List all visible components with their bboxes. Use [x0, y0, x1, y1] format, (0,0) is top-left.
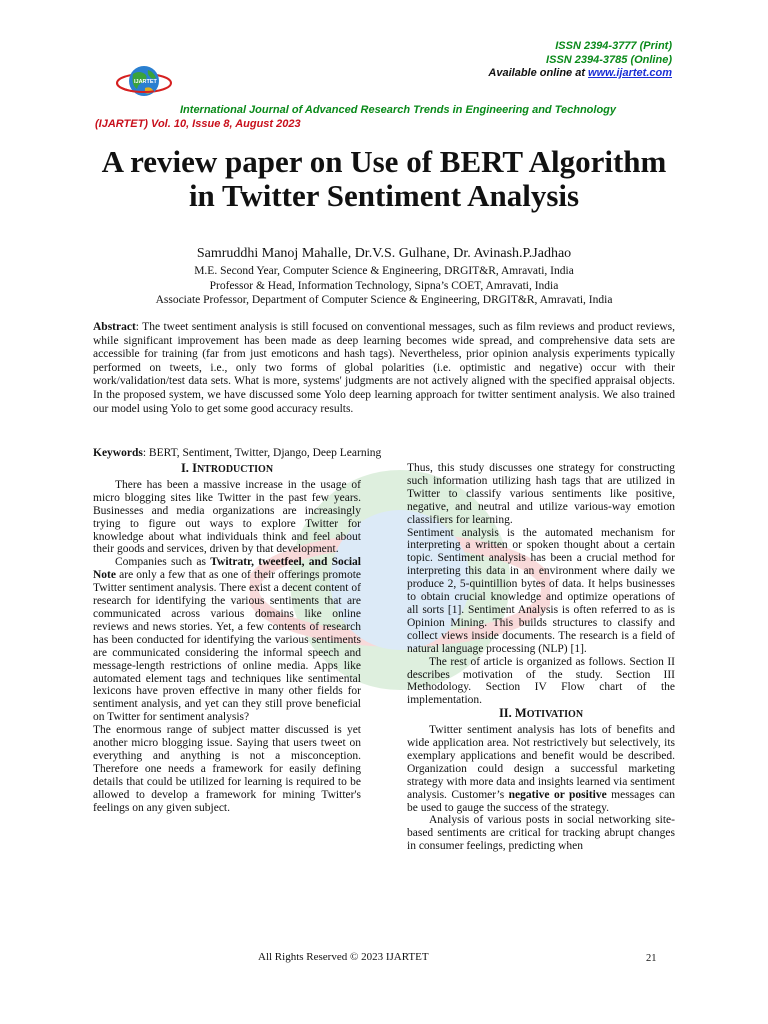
title-line-1: A review paper on Use of BERT Algorithm	[101, 144, 667, 179]
journal-volume: (IJARTET) Vol. 10, Issue 8, August 2023	[95, 118, 301, 130]
abstract-text: : The tweet sentiment analysis is still focused on conventional messages, such as film reviews and product reviews, while significant improvement has been made as deep learning becomes wide spread, and comprehensive data sets are accessible for training (far from just emoticons and hash tags). Nevertheless, prior opinion analysis experiments typically performed on tweets, i.e., only two forms of global polarities (i.e. optimistic and negative) occur with their work/validation/test data sets. What is more, systems' judgments are not actively aligned with the specified appraisal objects. In the proposed system, we have discussed some Yolo deep learning approach for twitter sentiment analysis. We also trained our model using Yolo to get some good accuracy results.	[93, 321, 675, 415]
title-line-2: in Twitter Sentiment Analysis	[188, 178, 580, 213]
right-column	[407, 462, 675, 853]
footer-copyright: All Rights Reserved © 2023 IJARTET	[258, 951, 429, 963]
intro-paragraph-3: The enormous range of subject matter discussed is yet another micro blogging issue. Saying that users tweet on everything and anything is not a misconception. Therefore one needs a framework for easily defining details that could be utilized for learning is required to be allowed to develop a framework for mining Twitter's feelings on any given subject.	[93, 724, 361, 814]
affiliation-3: Associate Professor, Department of Computer Science & Engineering, DRGIT&R, Amravati, India	[155, 294, 613, 306]
motivation-paragraph-2: Analysis of various posts in social networking site-based sentiments are critical for tracking abrupt changes in consumer feelings, predicting when	[407, 814, 675, 853]
affiliation-2: Professor & Head, Information Technology, Sipna’s COET, Amravati, India	[209, 279, 559, 292]
intro-p2-companies: Twitratr, tweetfeel, and Social Note	[93, 556, 361, 582]
intro-p2-lead: Companies such as	[115, 556, 211, 569]
available-label: Available online at	[488, 67, 589, 79]
available-online	[488, 67, 672, 81]
section-number: II.	[498, 706, 512, 721]
left-column	[93, 462, 361, 814]
abstract	[93, 321, 675, 416]
intro-paragraph-4: Thus, this study discusses one strategy for constructing such information utilizing hash tags that are utilized in Twitter to classify various sentiments like positive, negative, and neutral and utilize various-way emotion classifiers for learning.	[407, 462, 675, 526]
intro-paragraph-2	[93, 556, 361, 724]
journal-name	[95, 103, 695, 131]
affiliations	[60, 264, 708, 308]
svg-text:IJARTET: IJARTET	[134, 79, 157, 85]
authors: Samruddhi Manoj Mahalle, Dr.V.S. Gulhane, Dr. Avinash.P.Jadhao	[196, 246, 572, 261]
section-heading-motivation	[407, 707, 675, 722]
motivation-p1-bold: negative or positive	[508, 788, 607, 801]
journal-website-link[interactable]: www.ijartet.com	[588, 67, 672, 79]
section-heading-introduction	[93, 462, 361, 477]
section-rest: NTRODUCTION	[196, 464, 274, 475]
intro-paragraph-1: There has been a massive increase in the usage of micro blogging sites like Twitter in the past few years. Businesses and media organizations are increasingly trying to figure out ways to explore Twitter for knowledge about what individuals think and feel about their goods and services, driven by that development.	[93, 478, 361, 556]
affiliation-1: M.E. Second Year, Computer Science & Engineering, DRGIT&R, Amravati, India	[194, 265, 574, 277]
intro-paragraph-5: Sentiment analysis is the automated mechanism for interpreting a written or spoken thought about a certain topic. Sentiment analysis has been a crucial method for interpreting this data in an environment where daily we produce 2, 5-quintillion bytes of data. It helps businesses to obtain crucial knowledge and optimize operations of all sorts [1]. Sentiment Analysis is often referred to as is Opinion Mining. This builds structures to classify and collect views inside documents. The research is a field of natural language processing (NLP) [1].	[407, 526, 675, 655]
section-initial: I	[192, 461, 197, 475]
keywords-text: : BERT, Sentiment, Twitter, Django, Deep Learning	[142, 447, 382, 459]
abstract-label: Abstract	[93, 321, 136, 333]
keywords	[93, 447, 675, 461]
keywords-label: Keywords	[93, 447, 143, 459]
paper-title	[60, 145, 708, 213]
journal-logo	[115, 60, 173, 106]
page-number: 21	[646, 953, 657, 964]
journal-title: International Journal of Advanced Research Trends in Engineering and Technology	[180, 104, 617, 116]
issn-block	[488, 40, 672, 81]
section-number: I.	[180, 461, 189, 475]
intro-p2-body: are only a few that as one of their offerings promote Twitter sentiment analysis. There exist a decent content of research for identifying the various sentiments that are communicated across various domains like online reviews and news stories. Yet, a few contents of research has been conducted for identifying the various sentiments are communicated considering the informal speech and message-length restrictions of online media. Apps like automated element tags and techniques like sentimental lexicons have proven effective in many other fields for sentiment analysis, and yet can they still prove beneficial on Twitter for sentiment analysis?	[93, 569, 361, 724]
motivation-paragraph-1	[407, 724, 675, 814]
issn-online: ISSN 2394-3785 (Online)	[546, 53, 672, 66]
section-rest: OTIVATION	[526, 709, 584, 721]
motivation-p1-end: messages can be used to gauge the success of the strategy.	[407, 788, 675, 814]
issn-print: ISSN 2394-3777 (Print)	[555, 40, 672, 52]
intro-paragraph-6: The rest of article is organized as follows. Section II describes motivation of the study. Section III Methodology. Section IV Flow chart of the implementation.	[407, 655, 675, 707]
section-initial: M	[514, 706, 527, 721]
motivation-p1-body: Twitter sentiment analysis has lots of benefits and wide application area. Not restrictively but selectively, its exemplary applications and benefit would be described. Organization could design a successful marketing strategy with more data and insights learned via sentiment analysis. Customer’s	[407, 724, 675, 801]
